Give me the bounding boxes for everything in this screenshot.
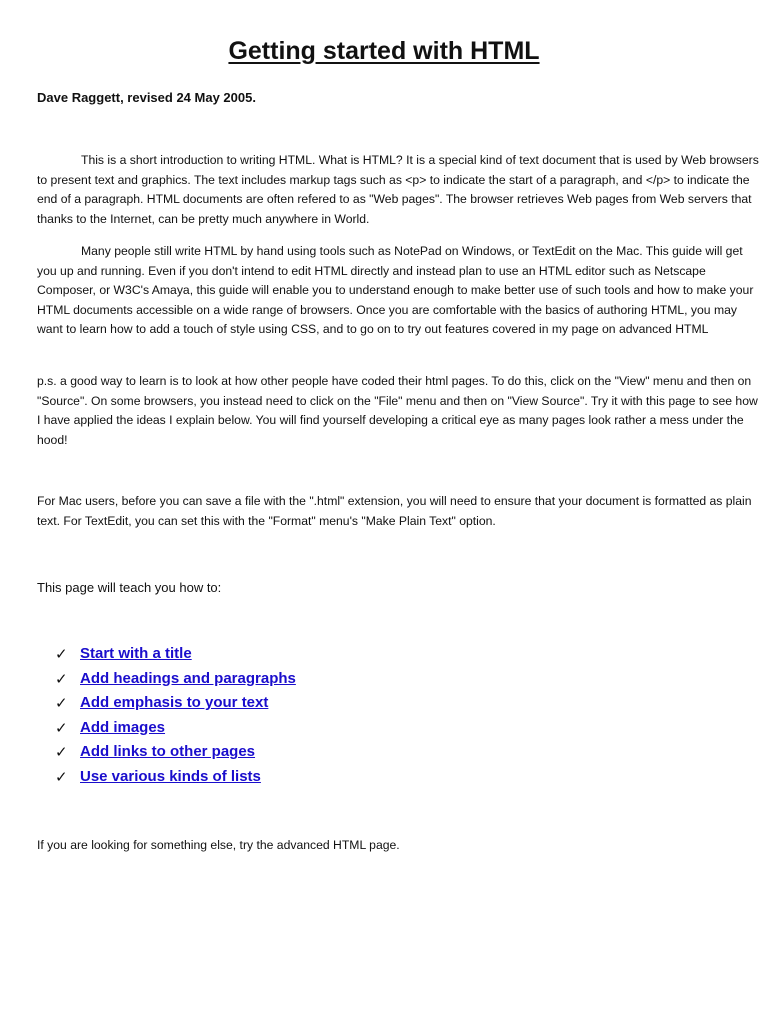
link-images[interactable]: Add images (80, 718, 166, 736)
list-intro: This page will teach you how to: (37, 580, 222, 595)
list-item (55, 740, 296, 765)
list-item (55, 667, 296, 692)
link-headings-paragraphs[interactable]: Add headings and paragraphs (80, 669, 296, 687)
checkmark-icon: ✓ (55, 694, 68, 713)
link-emphasis[interactable]: Add emphasis to your text (80, 694, 269, 712)
list-item (55, 716, 296, 741)
postscript-paragraph: p.s. a good way to learn is to look at how other people have coded their html pages. To do this, click on the "View" menu and then on "Source". On some browsers, you instead need to click on the "File" menu and then on "View Source". Try it with this page to see how I have applied the ideas I explain below. You will find yourself developing a critical eye as many pages look rather a mess under the hood! (37, 374, 758, 447)
link-lists[interactable]: Use various kinds of lists (80, 767, 261, 785)
intro-paragraph: This is a short introduction to writing HTML. What is HTML? It is a special kind of text document that is used by Web browsers to present text and graphics. The text includes markup tags such as <p> to indicate the start of a paragraph, and </p> to indicate the end of a paragraph. HTML documents are often refered to as "Web pages". The browser retrieves Web pages from Web servers that thanks to the Internet, can be pretty much anywhere in World. (37, 153, 759, 226)
checkmark-icon: ✓ (55, 767, 68, 786)
list-item (55, 642, 296, 667)
link-other-pages[interactable]: Add links to other pages (80, 743, 256, 761)
list-item (55, 765, 296, 790)
checkmark-icon: ✓ (55, 669, 68, 688)
link-start-with-title[interactable]: Start with a title (80, 645, 192, 662)
topics-list (55, 642, 296, 790)
author-line: Dave Raggett, revised 24 May 2005. (37, 90, 256, 105)
checkmark-icon: ✓ (55, 718, 68, 737)
footer-text: If you are looking for something else, try the advanced HTML page. (37, 838, 400, 852)
checkmark-icon: ✓ (55, 743, 68, 762)
page-title: Getting started with HTML (228, 37, 540, 65)
list-item (55, 691, 296, 716)
checkmark-icon: ✓ (55, 645, 68, 663)
guide-paragraph: Many people still write HTML by hand using tools such as NotePad on Windows, or TextEdit on the Mac. This guide will get you up and running. Even if you don't intend to edit HTML directly and instead plan to use an HTML editor such as Netscape Composer, or W3C's Amaya, this guide will enable you to understand enough to make better use of such tools and how to make your HTML documents accessible on a wide range of browsers. Once you are comfortable with the basics of authoring HTML, you may want to learn how to add a touch of style using CSS, and to go on to try out features covered in my page on advanced HTML (37, 244, 754, 336)
mac-users-paragraph: For Mac users, before you can save a file with the ".html" extension, you will need to ensure that your document is formatted as plain text. For TextEdit, you can set this with the "Format" menu's "Make Plain Text" option. (37, 494, 752, 528)
